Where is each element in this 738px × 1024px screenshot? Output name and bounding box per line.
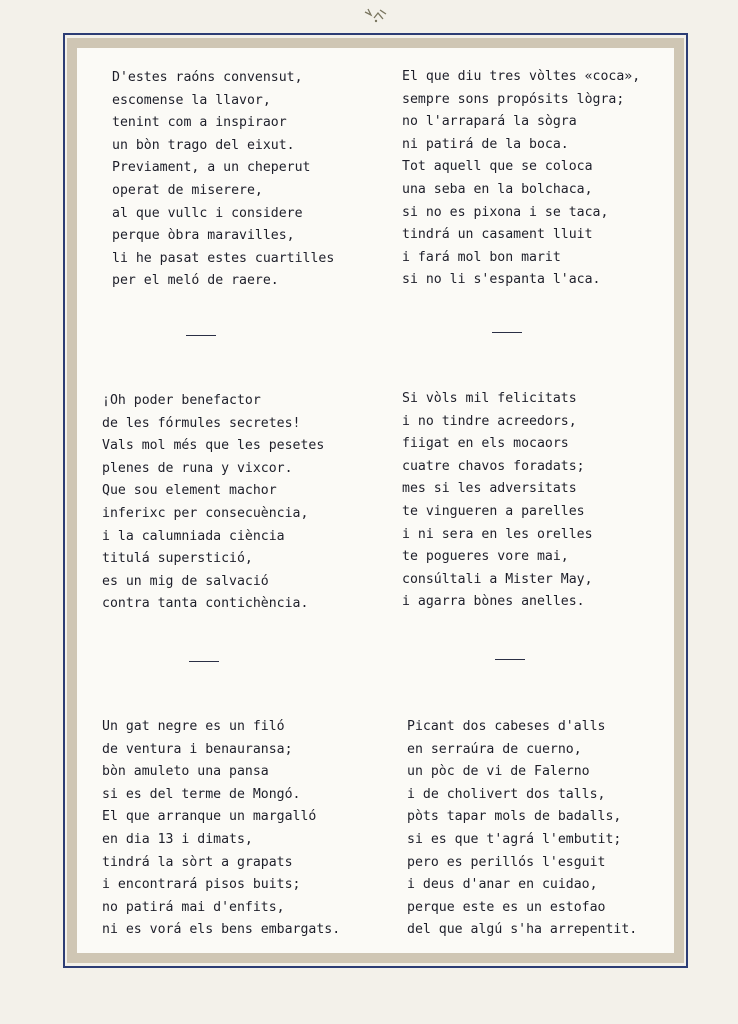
page-ornament-mark [362, 6, 390, 24]
verse-line: pero es perillós l'esguit [407, 854, 606, 870]
verse-line: perque òbra maravilles, [112, 228, 295, 244]
verse-line: no l'arrapará la sògra [402, 114, 577, 130]
stanza-1 [112, 67, 334, 293]
verse-line: fiigat en els mocaors [402, 436, 569, 452]
verse-line: consúltali a Mister May, [402, 571, 593, 587]
verse-line: i fará mol bon marit [402, 249, 561, 265]
verse-line: mes si les adversitats [402, 481, 577, 497]
verse-line: en serraúra de cuerno, [407, 741, 582, 757]
section-divider [186, 335, 216, 336]
verse-line: plenes de runa y vixcor. [102, 460, 293, 476]
section-divider [189, 661, 219, 662]
verse-line: tindrá un casament lluit [402, 227, 593, 243]
stanza-4 [402, 388, 593, 614]
verse-line: no patirá mai d'enfits, [102, 899, 285, 915]
verse-line: Vals mol més que les pesetes [102, 438, 325, 454]
verse-line: D'estes raóns convensut, [112, 70, 303, 85]
verse-line: tenint com a inspiraor [112, 115, 287, 131]
verse-line: escomense la llavor, [112, 92, 271, 108]
verse-line: Que sou element machor [102, 483, 277, 499]
verse-line: en dia 13 i dimats, [102, 831, 253, 847]
verse-line: i agarra bònes anelles. [402, 594, 585, 610]
verse-line: si es que t'agrá l'embutit; [407, 831, 622, 847]
verse-line: pòts tapar mols de badalls, [407, 809, 622, 825]
verse-line: ni patirá de la boca. [402, 136, 569, 152]
verse-line: i deus d'anar en cuidao, [407, 877, 598, 893]
verse-line: i de cholivert dos talls, [407, 786, 606, 802]
verse-line: si no es pixona i se taca, [402, 204, 609, 220]
section-divider [492, 332, 522, 333]
verse-line: Si vòls mil felicitats [402, 391, 577, 406]
verse-line: per el meló de raere. [112, 273, 279, 289]
verse-line: El que diu tres vòltes «coca», [402, 69, 641, 84]
verse-line: ¡Oh poder benefactor [102, 393, 261, 408]
verse-line: cuatre chavos foradats; [402, 458, 585, 474]
verse-line: es un mig de salvació [102, 573, 269, 589]
verse-line: bòn amuleto una pansa [102, 764, 269, 780]
verse-line: i no tindre acreedors, [402, 413, 577, 429]
verse-line: inferixc per consecuència, [102, 505, 309, 521]
verse-line: El que arranque un margalló [102, 809, 317, 825]
verse-line: i encontrará pisos buits; [102, 877, 301, 893]
verse-line: i la calumniada ciència [102, 528, 285, 544]
section-divider [495, 659, 525, 660]
verse-line: te pogueres vore mai, [402, 549, 569, 565]
verse-line: si no li s'espanta l'aca. [402, 272, 601, 288]
verse-line: perque este es un estofao [407, 899, 606, 915]
verse-line: ni es vorá els bens embargats. [102, 922, 341, 938]
verse-line: un bòn trago del eixut. [112, 137, 295, 153]
verse-line: al que vullc i considere [112, 205, 303, 221]
stanza-2 [402, 66, 640, 292]
stanza-6 [407, 716, 637, 942]
verse-line: i ni sera en les orelles [402, 526, 593, 542]
verse-line: titulá superstició, [102, 551, 253, 567]
verse-line: tindrá la sòrt a grapats [102, 854, 293, 870]
verse-line: sempre sons propósits lògra; [402, 91, 625, 107]
verse-line: de les fórmules secretes! [102, 415, 301, 431]
verse-line: contra tanta contichència. [102, 596, 309, 612]
verse-line: si es del terme de Mongó. [102, 786, 301, 802]
verse-line: una seba en la bolchaca, [402, 181, 593, 197]
verse-line: Picant dos cabeses d'alls [407, 719, 606, 734]
stanza-3 [102, 390, 324, 616]
verse-line: de ventura i benauransa; [102, 741, 293, 757]
verse-line: un pòc de vi de Falerno [407, 764, 590, 780]
verse-line: Un gat negre es un filó [102, 719, 285, 734]
verse-line: te vingueren a parelles [402, 503, 585, 519]
verse-line: Previament, a un cheperut [112, 160, 311, 176]
stanza-5 [102, 716, 340, 942]
verse-line: li he pasat estes cuartilles [112, 250, 335, 266]
verse-line: Tot aquell que se coloca [402, 159, 593, 175]
verse-line: del que algú s'ha arrepentit. [407, 922, 638, 938]
verse-line: operat de miserere, [112, 182, 263, 198]
